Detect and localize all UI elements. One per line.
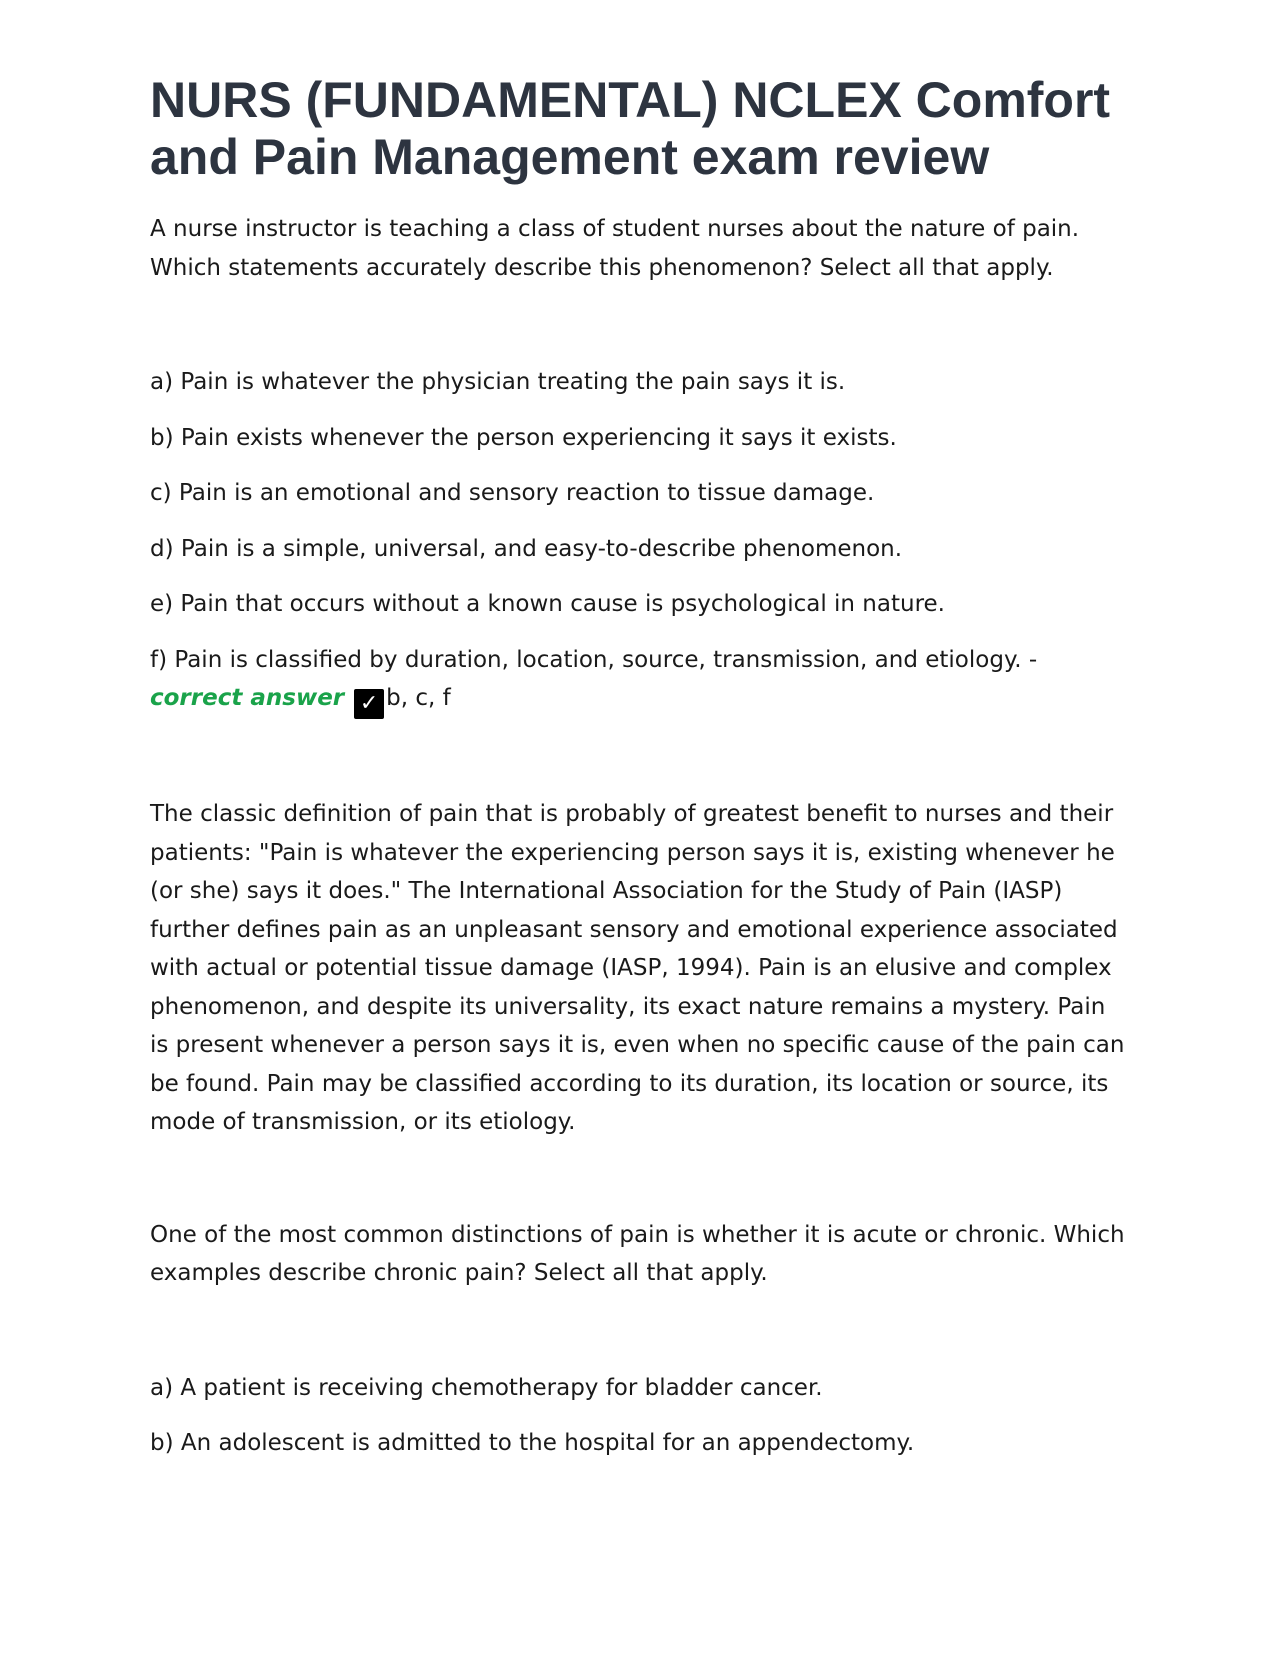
spacer: [150, 719, 1130, 795]
answer-explanation: The classic definition of pain that is probably of greatest benefit to nurses and their patients: "Pain is whatever the experiencing person says it is, existing whenever he (or she) says it does." The International Association for the Study of Pain (IASP) further defines pain as an unpleasant sensory and emotional experience associated with actual or potential tissue damage (IASP, 1994). Pain is an elusive and complex phenomenon, and despite its universality, its exact nature remains a mystery. Pain is present whenever a person says it is, even when no specific cause of the pain can be found. Pain may be classified according to its duration, its location or source, its mode of transmission, or its etiology.: [150, 801, 1125, 1135]
option-f: f) Pain is classified by duration, location, source, transmission, and etiology. -: [150, 646, 1038, 673]
option-d: d) Pain is a simple, universal, and easy-to-describe phenomenon.: [150, 535, 903, 562]
question-stem: One of the most common distinctions of pain is whether it is acute or chronic. Which examples describe chronic pain? Select all that apply.: [150, 1221, 1125, 1286]
document-title: NURS (FUNDAMENTAL) NCLEX Comfort and Pain Management exam review: [150, 72, 1111, 185]
option-list: [150, 363, 1130, 719]
option-b: b) Pain exists whenever the person experiencing it says it exists.: [150, 424, 897, 451]
option-c: c) Pain is an emotional and sensory reaction to tissue damage.: [150, 480, 875, 506]
checkmark-icon: ✓: [354, 689, 384, 719]
spacer: [150, 1142, 1130, 1216]
answer-line: [150, 679, 1130, 719]
option-a: a) Pain is whatever the physician treating the pain says it is.: [150, 369, 846, 395]
answer-value: b, c, f: [386, 685, 451, 711]
correct-answer-label: correct answer: [150, 685, 345, 711]
question-stem: A nurse instructor is teaching a class of student nurses about the nature of pain. Which statements accurately describe this phenomenon? Select all that apply.: [150, 216, 1080, 281]
document-page: [150, 72, 1130, 1463]
option-e: e) Pain that occurs without a known cause is psychological in nature.: [150, 591, 945, 617]
option-b: b) An adolescent is admitted to the hospital for an appendectomy.: [150, 1430, 915, 1456]
question-block-1: [150, 210, 1130, 1142]
option-list: [150, 1369, 1130, 1463]
option-a: a) A patient is receiving chemotherapy for bladder cancer.: [150, 1374, 823, 1401]
question-block-2: [150, 1216, 1130, 1463]
